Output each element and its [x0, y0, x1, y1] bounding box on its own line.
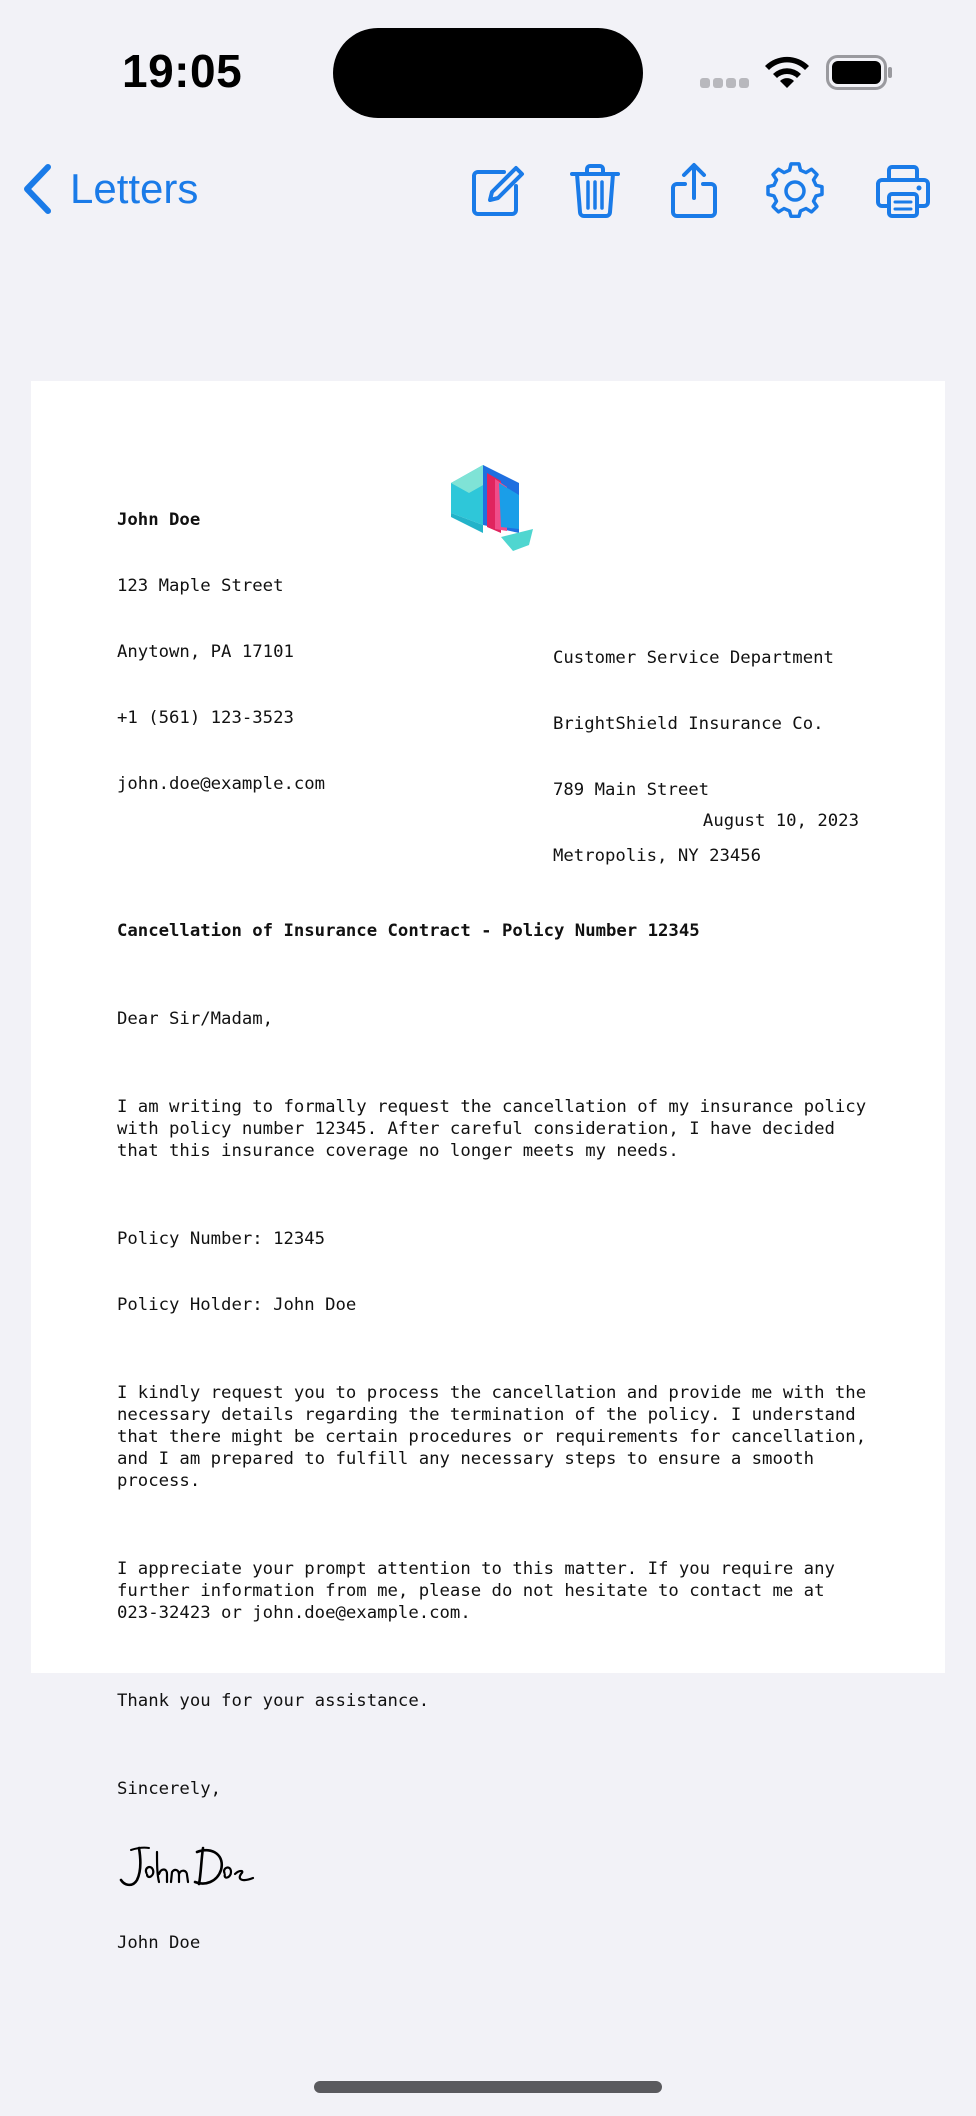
handwritten-signature [117, 1842, 257, 1892]
sender-address [117, 465, 325, 839]
sender-name: John Doe [117, 510, 201, 530]
status-bar [0, 0, 976, 140]
recipient-address [553, 603, 834, 911]
home-indicator[interactable] [314, 2081, 662, 2093]
recipient-department: Customer Service Department [553, 648, 834, 668]
letter-date: August 10, 2023 [702, 811, 859, 831]
recipient-company: BrightShield Insurance Co. [553, 714, 824, 734]
trash-icon[interactable] [566, 162, 624, 220]
letter-subject: Cancellation of Insurance Contract - Policy Number 12345 [117, 921, 700, 941]
status-time: 19:05 [122, 45, 243, 97]
signed-name: John Doe [117, 1933, 201, 1953]
sender-phone: +1 (561) 123-3523 [117, 708, 294, 728]
company-logo [441, 455, 541, 565]
closing: Sincerely, [117, 1779, 222, 1799]
sender-street: 123 Maple Street [117, 576, 284, 596]
sender-city: Anytown, PA 17101 [117, 642, 294, 662]
wifi-icon [762, 54, 812, 92]
thanks-line: Thank you for your assistance. [117, 1691, 430, 1711]
paragraph-1: I am writing to formally request the cancellation of my insurance policy with policy number 12345. After careful consideration, I have decided that this insurance coverage no longer meets my needs. [117, 1097, 867, 1161]
dynamic-island [333, 28, 643, 118]
paragraph-3: I appreciate your prompt attention to this matter. If you require any further information from me, please do not hesitate to contact me at 023-32423 or john.doe@example.com. [117, 1559, 835, 1623]
recipient-street: 789 Main Street [553, 780, 710, 800]
salutation: Dear Sir/Madam, [117, 1009, 274, 1029]
navigation-bar [0, 140, 976, 236]
paragraph-2: I kindly request you to process the cancellation and provide me with the necessary details regarding the termination of the policy. I understand that there might be certain procedures or requirements for cancellation, and I am prepared to fulfill any necessary steps to ensure a smooth process. [117, 1383, 867, 1491]
sender-email: john.doe@example.com [117, 774, 326, 794]
letter-page [31, 381, 945, 1953]
back-button-label: Letters [70, 165, 199, 212]
cellular-signal-icon [700, 78, 750, 90]
printer-icon[interactable] [874, 162, 932, 220]
share-icon[interactable] [665, 162, 723, 220]
chevron-left-icon [20, 163, 54, 215]
policy-holder-line: Policy Holder: John Doe [117, 1295, 357, 1315]
recipient-city: Metropolis, NY 23456 [553, 846, 762, 866]
battery-icon [826, 55, 894, 90]
back-button[interactable] [20, 162, 198, 216]
policy-number-line: Policy Number: 12345 [117, 1229, 326, 1249]
compose-icon[interactable] [468, 162, 526, 220]
gear-icon[interactable] [766, 162, 824, 220]
letter-body [117, 876, 869, 1998]
